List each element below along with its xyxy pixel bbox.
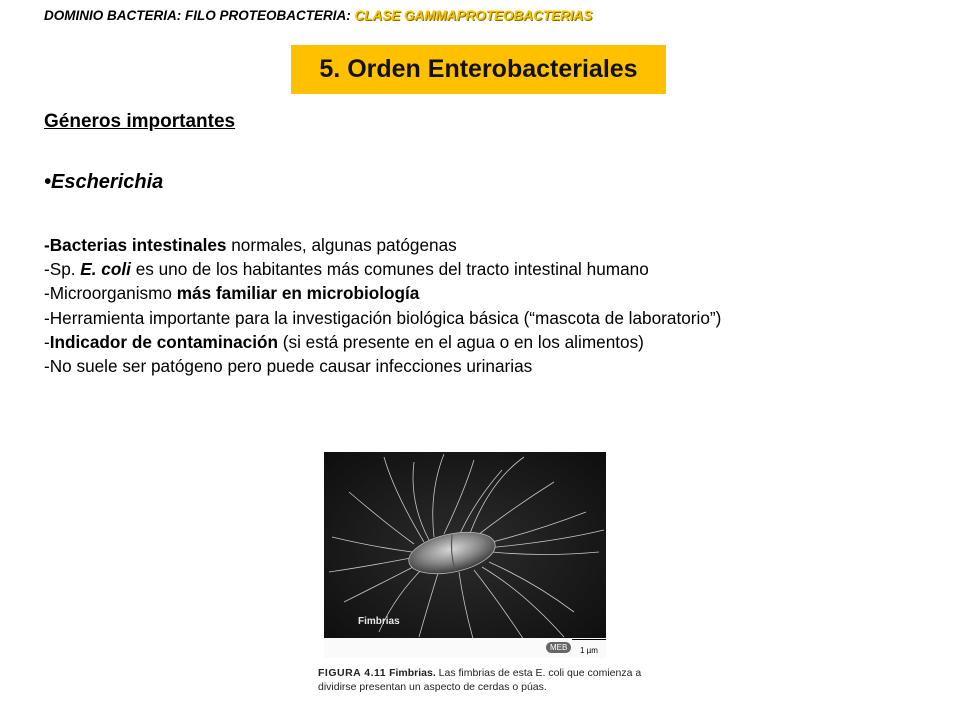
- caption-text: Las fimbrias de esta E. coli que comienza a dividirse presentan un aspecto de cerdas o púas.: [318, 667, 642, 693]
- caption-keyword: Fimbrias.: [389, 667, 436, 679]
- header-highlight: CLASE GAMMAPROTEOBACTERIAS: [354, 8, 593, 23]
- line-4: -Herramienta importante para la investigación biológica básica (“mascota de laboratorio”): [44, 307, 722, 328]
- body-text: [44, 233, 924, 378]
- line-5-bold: Indicador de contaminación: [49, 331, 278, 352]
- line-2-rest: es uno de los habitantes más comunes del tracto intestinal humano: [130, 259, 649, 280]
- genus-name: •Escherichia: [44, 171, 164, 193]
- line-6: -No suele ser patógeno pero puede causar infecciones urinarias: [44, 356, 533, 377]
- caption-figure-number: FIGURA 4.11: [318, 667, 387, 679]
- section-header: [44, 8, 592, 23]
- figure-label: Fimbrias: [358, 616, 400, 627]
- subheading: Géneros importantes: [44, 111, 236, 132]
- scale-label: 1 µm: [580, 646, 598, 655]
- line-3: [44, 281, 924, 305]
- line-3-bold: más familiar en microbiología: [176, 283, 420, 304]
- slide-title: 5. Orden Enterobacteriales: [319, 55, 638, 83]
- line-1: [44, 233, 924, 257]
- line-5-rest: (si está presente en el agua o en los alimentos): [277, 331, 644, 352]
- line-3-start: -Microorganismo: [44, 283, 177, 304]
- line-2-start: -Sp.: [44, 259, 81, 280]
- line-1-rest: normales, algunas patógenas: [226, 235, 457, 255]
- meb-badge: MEB: [546, 642, 571, 653]
- line-5: [44, 330, 924, 354]
- slide-title-box: [291, 45, 666, 94]
- line-2: [44, 257, 924, 281]
- figure-caption: [318, 666, 648, 694]
- line-2-species: E. coli: [80, 259, 131, 280]
- header-prefix: DOMINIO BACTERIA: FILO PROTEOBACTERIA:: [44, 8, 355, 23]
- line-5-dash: -: [44, 331, 50, 352]
- line-1-bold: -Bacterias intestinales: [44, 235, 227, 255]
- scale-bar: [572, 639, 606, 640]
